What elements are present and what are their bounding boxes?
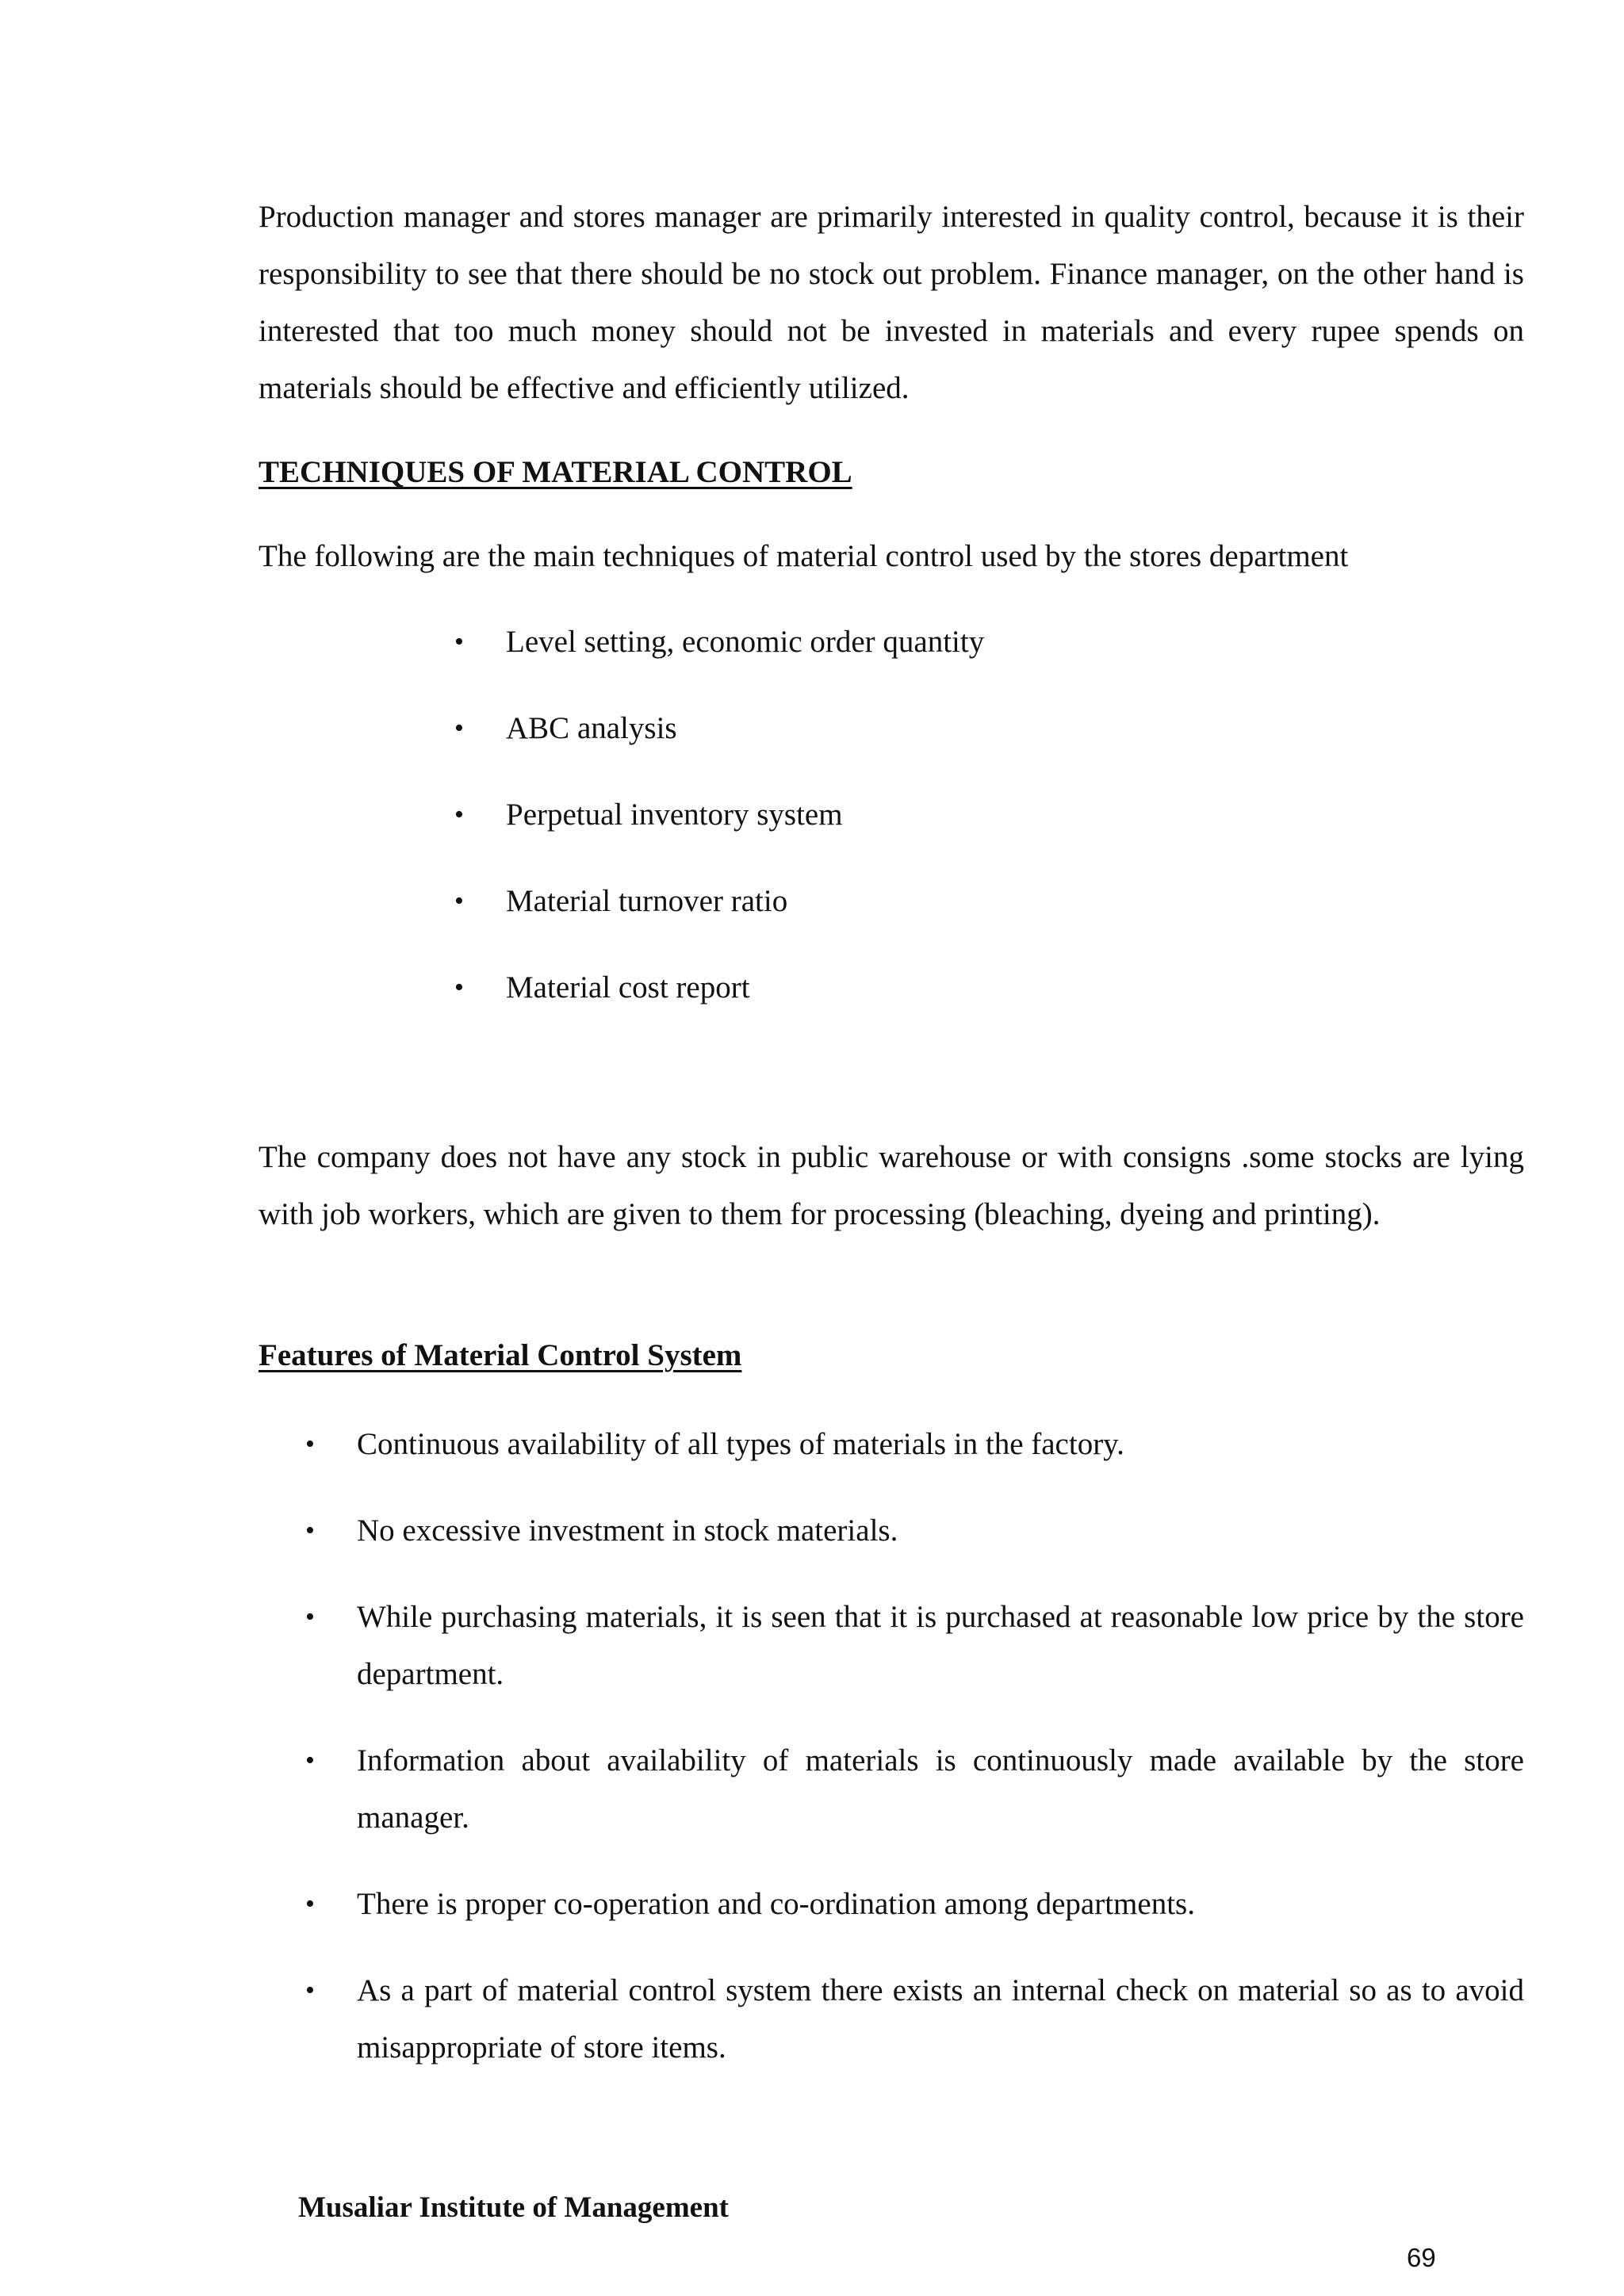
list-item: • No excessive investment in stock materials. xyxy=(357,1502,1524,1559)
bullet-icon: • xyxy=(305,1746,315,1775)
bullet-icon: • xyxy=(454,973,464,1002)
techniques-list xyxy=(454,614,1457,1046)
list-item: • Continuous availability of all types of materials in the factory. xyxy=(357,1416,1524,1473)
list-item: • As a part of material control system there exists an internal check on material so as to avoid misappropriate of store items. xyxy=(357,1962,1524,2076)
bullet-icon: • xyxy=(305,1429,315,1459)
list-item: • Information about availability of materials is continuously made available by the store manager. xyxy=(357,1732,1524,1846)
bullet-icon: • xyxy=(305,1602,315,1632)
bullet-icon: • xyxy=(454,886,464,916)
features-heading: Features of Material Control System xyxy=(259,1338,742,1372)
bullet-icon: • xyxy=(454,627,464,656)
list-item: • There is proper co-operation and co-ordination among departments. xyxy=(357,1876,1524,1933)
bullet-icon: • xyxy=(454,714,464,743)
list-item: • Perpetual inventory system xyxy=(506,786,1457,873)
bullet-icon: • xyxy=(305,1516,315,1545)
techniques-intro: The following are the main techniques of material control used by the stores department xyxy=(259,539,1349,573)
list-item: • Material cost report xyxy=(506,959,1457,1046)
list-item: • Level setting, economic order quantity xyxy=(506,614,1457,700)
list-item: • Material turnover ratio xyxy=(506,873,1457,959)
page-number: 69 xyxy=(1407,2243,1436,2272)
bullet-icon: • xyxy=(305,1889,315,1919)
list-item: • While purchasing materials, it is seen that it is purchased at reasonable low price by the store department. xyxy=(357,1589,1524,1703)
bullet-icon: • xyxy=(454,800,464,829)
footer-institute: Musaliar Institute of Management xyxy=(298,2191,729,2224)
intro-paragraph: Production manager and stores manager are primarily interested in quality control, because it is their responsibility to see that there should be no stock out problem. Finance manager, on the other hand is interested that too much money should not be invested in materials and every rupee spends on materials should be effective and efficiently utilized. xyxy=(259,200,1524,405)
bullet-icon: • xyxy=(305,1976,315,2005)
techniques-heading: TECHNIQUES OF MATERIAL CONTROL xyxy=(259,455,852,489)
features-list xyxy=(305,1416,1524,2106)
stock-paragraph: The company does not have any stock in public warehouse or with consigns .some stocks are lying with job workers, which are given to them for processing (bleaching, dyeing and printing). xyxy=(259,1140,1524,1231)
list-item: • ABC analysis xyxy=(506,700,1457,786)
